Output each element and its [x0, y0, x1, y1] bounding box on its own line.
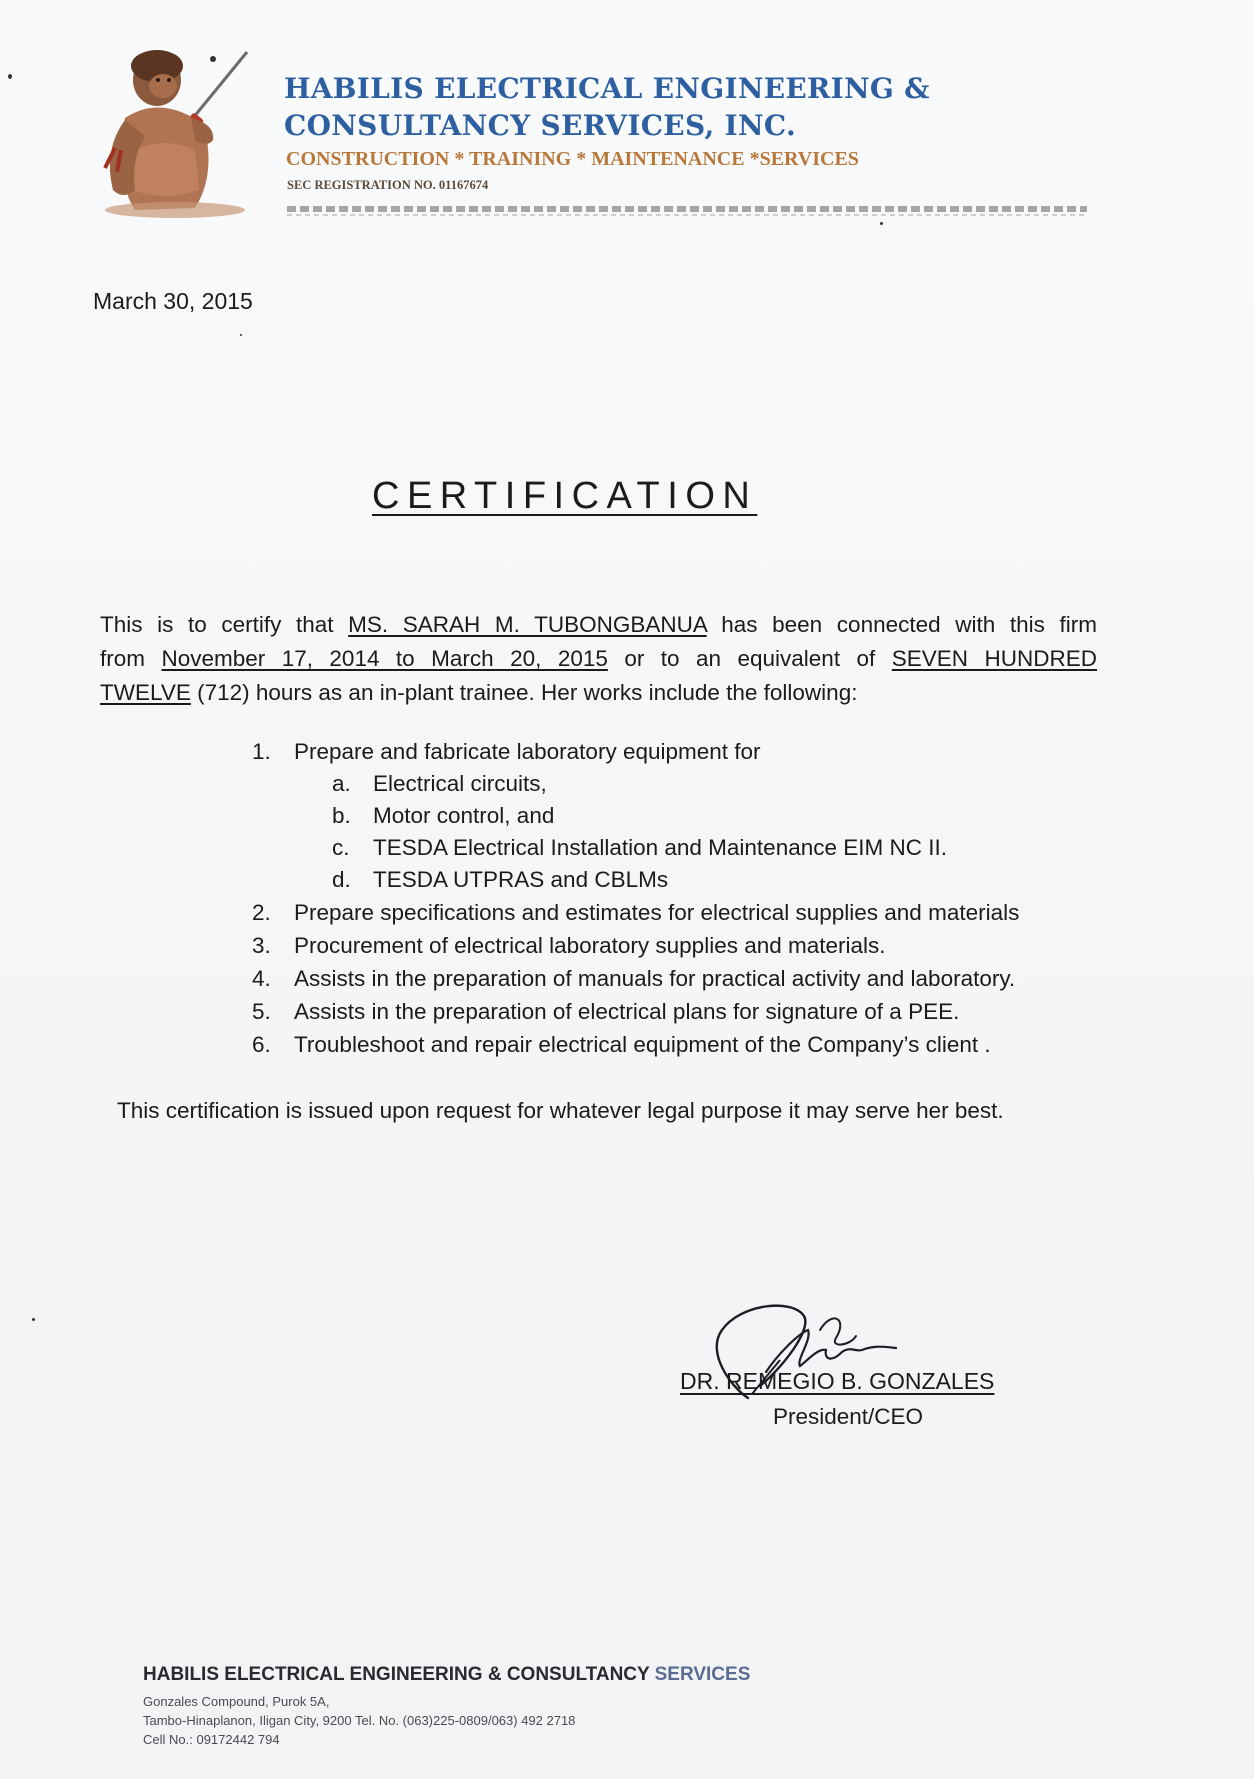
caveman-logo-icon [95, 40, 275, 220]
duty-text: Procurement of electrical laboratory supplies and materials. [294, 933, 886, 958]
footer-cell-number: Cell No.: 09172442 794 [143, 1732, 280, 1747]
duty-item [252, 1028, 1132, 1061]
subitem-letter: d. [332, 867, 351, 892]
duty-subitem [252, 864, 1132, 896]
duty-item [252, 735, 1132, 768]
hours-in-words-1: SEVEN HUNDRED [891, 646, 1097, 671]
footer-company-accent: SERVICES [654, 1664, 751, 1685]
duty-number: 1. [252, 739, 271, 764]
company-tagline: CONSTRUCTION * TRAINING * MAINTENANCE *SERVICES [286, 148, 859, 170]
subitem-text: Motor control, and [373, 803, 555, 828]
footer-address-line-2: Tambo-Hinaplanon, Iligan City, 9200 Tel. No. (063)225-0809/063) 492 2718 [143, 1713, 576, 1728]
intro-text-1: This is to certify that [100, 612, 349, 637]
duty-text: Troubleshoot and repair electrical equipment of the Company’s client . [294, 1032, 991, 1057]
intro-text-4: or to an equivalent of [607, 646, 892, 671]
duty-number: 3. [252, 933, 271, 958]
duty-text: Prepare and fabricate laboratory equipment for [294, 739, 761, 764]
duty-item [252, 962, 1132, 995]
intro-paragraph [100, 608, 1100, 710]
duty-number: 4. [252, 966, 271, 991]
letterhead-divider [287, 206, 1087, 212]
intro-line-1 [100, 608, 1097, 642]
intro-text-2: has been connected with this firm [706, 612, 1097, 637]
subitem-text: Electrical circuits, [373, 771, 547, 796]
hours-in-words-2: TWELVE [100, 680, 191, 705]
duty-item [252, 995, 1132, 1028]
duty-text: Assists in the preparation of manuals for practical activity and laboratory. [294, 966, 1016, 991]
company-name [284, 70, 930, 144]
closing-statement: This certification is issued upon request for whatever legal purpose it may serve her best. [117, 1098, 1004, 1123]
paper-speck [32, 1318, 35, 1321]
duty-number: 5. [252, 999, 271, 1024]
duty-subitem [252, 800, 1132, 832]
subitem-letter: b. [332, 803, 351, 828]
footer-company-name [143, 1664, 750, 1686]
intro-line-2 [100, 642, 1097, 676]
company-name-line-2: CONSULTANCY SERVICES, INC. [284, 109, 796, 142]
signatory-title: President/CEO [773, 1404, 924, 1429]
intro-line-3 [100, 676, 1100, 710]
duty-item [252, 929, 1132, 962]
intro-text-5: (712) hours as an in-plant trainee. Her works include the following: [190, 680, 858, 705]
subitem-letter: a. [332, 771, 351, 796]
subitem-text: TESDA Electrical Installation and Maintenance EIM NC II. [373, 835, 948, 860]
footer-company-main: HABILIS ELECTRICAL ENGINEERING & CONSULTANCY [143, 1664, 655, 1685]
letterhead-divider-secondary [287, 214, 1087, 216]
duty-text: Assists in the preparation of electrical plans for signature of a PEE. [294, 999, 960, 1024]
company-name-line-1: HABILIS ELECTRICAL ENGINEERING & [284, 72, 930, 105]
paper-speck [240, 334, 242, 336]
duty-number: 6. [252, 1032, 271, 1057]
duties-list [252, 735, 1132, 1061]
trainee-name: MS. SARAH M. TUBONGBANUA [348, 612, 707, 637]
footer-address-line-1: Gonzales Compound, Purok 5A, [143, 1694, 330, 1709]
intro-text-3: from [100, 646, 162, 671]
sec-registration-number: SEC REGISTRATION NO. 01167674 [287, 178, 489, 192]
document-title: CERTIFICATION [372, 475, 758, 517]
duty-subitem [252, 832, 1132, 864]
subitem-text: TESDA UTPRAS and CBLMs [373, 867, 669, 892]
signatory-name: DR. REMEGIO B. GONZALES [680, 1368, 995, 1394]
duty-number: 2. [252, 900, 271, 925]
subitem-letter: c. [332, 835, 350, 860]
duty-subitem [252, 768, 1132, 800]
letter-date: March 30, 2015 [93, 288, 253, 314]
training-period: November 17, 2014 to March 20, 2015 [161, 646, 608, 671]
duty-text: Prepare specifications and estimates for electrical supplies and materials [294, 900, 1020, 925]
duty-item [252, 896, 1132, 929]
paper-speck [880, 222, 883, 225]
paper-speck [8, 74, 12, 79]
